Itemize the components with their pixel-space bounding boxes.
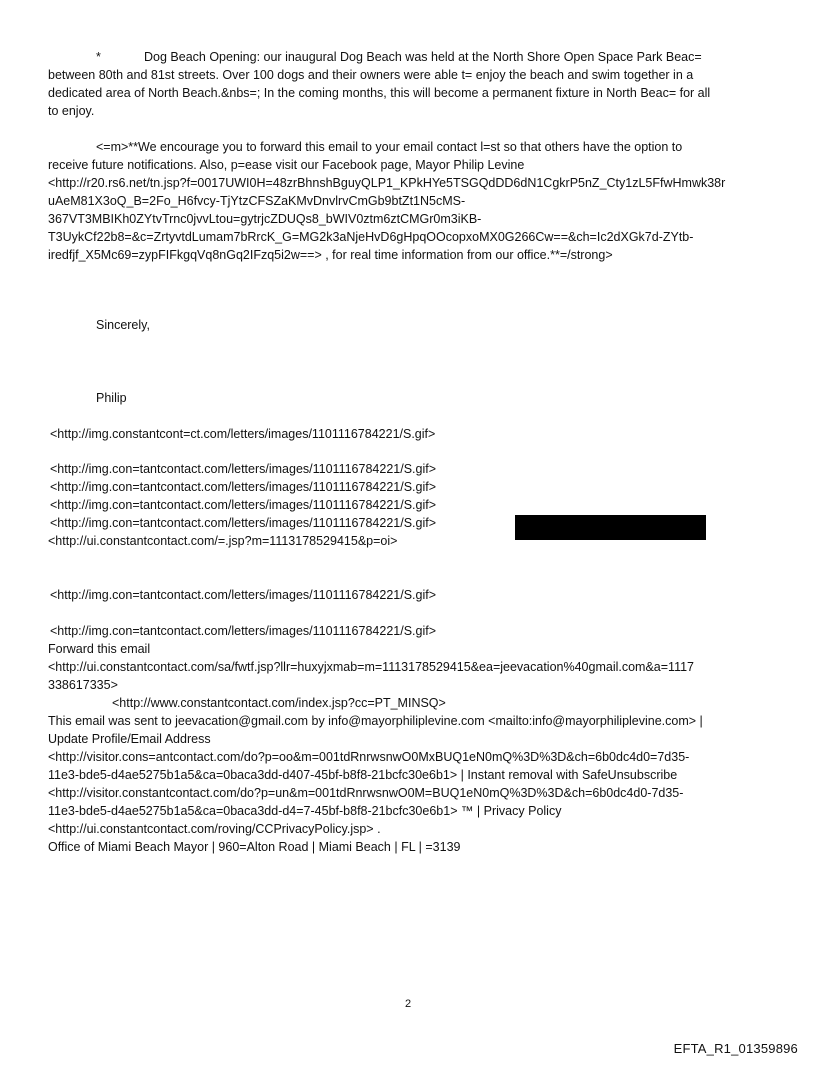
- image-link[interactable]: <http://img.con=tantcontact.com/letters/images/1101116784221/S.gif>: [50, 624, 437, 638]
- ui-link[interactable]: <http://ui.constantcontact.com/=.jsp?m=1113178529415&p=oi>: [48, 534, 398, 548]
- image-link[interactable]: <http://img.con=tantcontact.com/letters/images/1101116784221/S.gif>: [50, 498, 437, 512]
- image-link[interactable]: <http://img.con=tantcontact.com/letters/images/1101116784221/S.gif>: [50, 462, 437, 476]
- forward-email-label[interactable]: Forward this email: [48, 642, 151, 656]
- image-link-first: [50, 425, 780, 443]
- forward-paragraph: [48, 138, 778, 264]
- redaction-box: [515, 515, 706, 540]
- update-profile-label[interactable]: Update Profile/Email Address: [48, 732, 211, 746]
- salutation-block: [48, 316, 778, 334]
- signature-block: [48, 389, 778, 407]
- document-id: EFTA_R1_01359896: [673, 1041, 798, 1056]
- facebook-link-line-3[interactable]: 367VT3MBIKh0ZYtvTrnc0jvvLtou=gytrjcZDUQs8_bWIV0ztm6ztCMGr0m3iKB-: [48, 212, 482, 226]
- dog-beach-paragraph: [48, 48, 778, 120]
- forward-url-line-2[interactable]: 338617335>: [48, 678, 118, 692]
- bullet-text-line-1: Dog Beach Opening: our inaugural Dog Beach was held at the North Shore Open Space Park Beac=: [144, 50, 702, 64]
- image-link[interactable]: <http://img.con=tantcontact.com/letters/images/1101116784221/S.gif>: [50, 480, 437, 494]
- forward-line-2: receive future notifications. Also, p=ease visit our Facebook page, Mayor Philip Levine: [48, 158, 525, 172]
- bullet-mark: *: [96, 50, 101, 64]
- update-url-line-2[interactable]: 11e3-bde5-d4ae5275b1a5&ca=0baca3dd-d407-45bf-b8f8-21bcfc30e6b1> | Instant removal with SafeUnsubscribe: [48, 768, 678, 782]
- salutation: Sincerely,: [96, 318, 150, 332]
- office-address: Office of Miami Beach Mayor | 960=Alton Road | Miami Beach | FL | =3139: [48, 840, 461, 854]
- bullet-text-line-2: between 80th and 81st streets. Over 100 dogs and their owners were able t= enjoy the beach and swim together in a: [48, 68, 694, 82]
- email-footer: [48, 622, 778, 856]
- image-link[interactable]: <http://img.con=tantcontact.com/letters/images/1101116784221/S.gif>: [50, 588, 437, 602]
- unsubscribe-url-line-1[interactable]: <http://visitor.constantcontact.com/do?p=un&m=001tdRnrwsnwO0M=BUQ1eN0mQ%3D%3D&ch=6b0dc4d0-7d35-: [48, 786, 684, 800]
- image-link[interactable]: <http://img.con=tantcontact.com/letters/images/1101116784221/S.gif>: [50, 516, 437, 530]
- forward-line-1: <=m>**We encourage you to forward this email to your email contact l=st so that others have the option to: [96, 140, 683, 154]
- signature-name: Philip: [96, 391, 127, 405]
- facebook-link-line-2[interactable]: uAeM81X3oQ_B=2Fo_H6fvcy-TjYtzCFSZaKMvDnvlrvCmGb9btZt1N5cMS-: [48, 194, 466, 208]
- update-url-line-1[interactable]: <http://visitor.cons=antcontact.com/do?p=oo&m=001tdRnrwsnwO0MxBUQ1eN0mQ%3D%3D&ch=6b0dc4d0=7d35-: [48, 750, 690, 764]
- bullet-line: [48, 48, 778, 66]
- image-link-second-block: [50, 586, 780, 604]
- facebook-link-line-1[interactable]: <http://r20.rs6.net/tn.jsp?f=0017UWI0H=48zrBhnshBguyQLP1_KPkHYe5TSGQdDD6dN1CgkrP5nZ_Cty1zL5FfwHmwk38r: [48, 176, 726, 190]
- facebook-link-line-5[interactable]: iredfjf_X5Mc69=zypFIFkgqVq8nGq2IFzq5i2w==> , for real time information from our office.**=/strong>: [48, 248, 613, 262]
- facebook-link-line-4[interactable]: T3UykCf22b8=&c=ZrtyvtdLumam7bRrcK_G=MG2k3aNjeHvD6gHpqOOcopxoMX0G266Cw==&ch=Ic2dXGk7d-ZYtb-: [48, 230, 694, 244]
- page-number: 2: [404, 998, 412, 1010]
- image-link[interactable]: <http://img.constantcont=ct.com/letters/images/1101116784221/S.gif>: [50, 427, 436, 441]
- sent-to-line: This email was sent to jeevacation@gmail.com by info@mayorphiliplevine.com <mailto:info@mayorphiliplevine.com> |: [48, 714, 703, 728]
- bullet-text-line-3: dedicated area of North Beach.&nbs=; In the coming months, this will become a permanent fixture in North Beac= for all: [48, 86, 711, 100]
- unsubscribe-url-line-2[interactable]: 11e3-bde5-d4ae5275b1a5&ca=0baca3dd-d4=7-45bf-b8f8-21bcfc30e6b1> ™ | Privacy Policy: [48, 804, 562, 818]
- privacy-policy-url[interactable]: <http://ui.constantcontact.com/roving/CCPrivacyPolicy.jsp> .: [48, 822, 381, 836]
- bullet-text-line-4: to enjoy.: [48, 104, 95, 118]
- forward-url-line-1[interactable]: <http://ui.constantcontact.com/sa/fwtf.jsp?llr=huxyjxmab=m=1113178529415&ea=jeevacation%40gmail.com&a=1117: [48, 660, 695, 674]
- constant-contact-url[interactable]: <http://www.constantcontact.com/index.jsp?cc=PT_MINSQ>: [112, 696, 446, 710]
